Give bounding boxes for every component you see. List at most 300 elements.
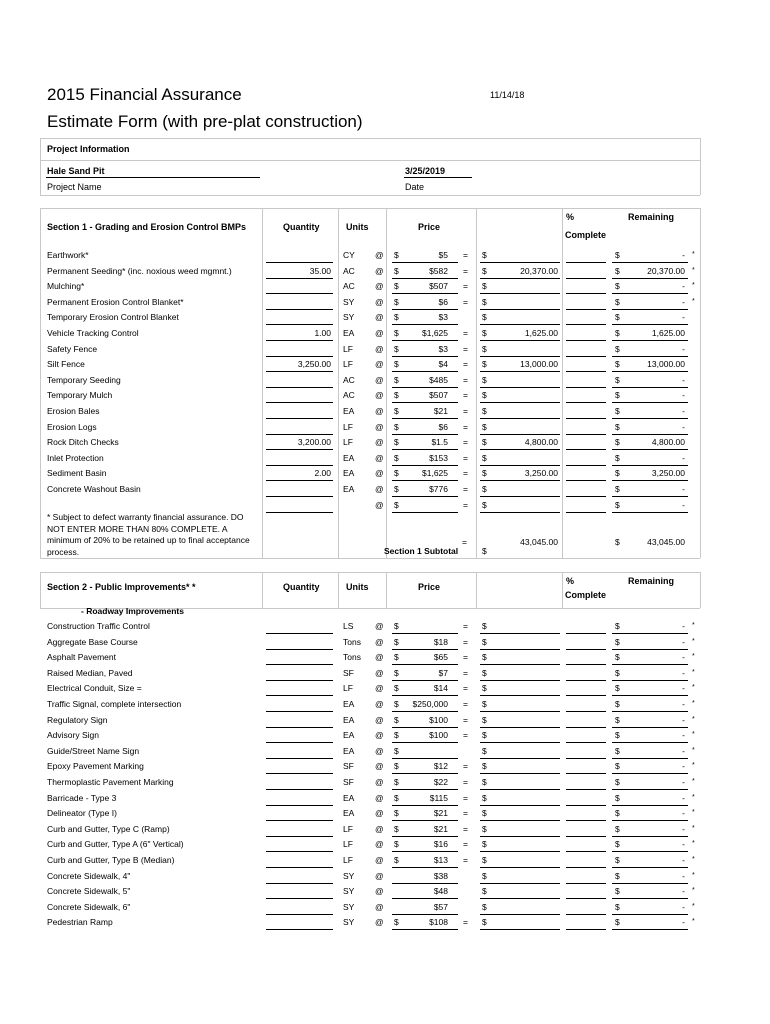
- at-symbol: @: [375, 917, 384, 928]
- input-underline: [612, 324, 688, 325]
- input-underline: [612, 914, 688, 915]
- input-underline: [566, 649, 606, 650]
- input-underline: [266, 465, 333, 466]
- asterisk: *: [692, 793, 695, 801]
- remaining-dollar: $: [615, 667, 620, 678]
- line-total: 3,250.00: [524, 468, 558, 479]
- total-dollar: $: [482, 901, 487, 912]
- at-symbol: @: [375, 870, 384, 881]
- input-underline: [480, 805, 560, 806]
- input-underline: [266, 402, 333, 403]
- input-underline: [266, 914, 333, 915]
- input-underline: [612, 851, 688, 852]
- remaining-dollar: $: [615, 823, 620, 834]
- project-info-label: Project Information: [47, 144, 130, 154]
- input-underline: [266, 324, 333, 325]
- remaining-dollar: $: [615, 296, 620, 307]
- section1-footnote: * Subject to defect warranty financial assurance. DO NOT ENTER MORE THAN 80% COMPLETE. A minimum of 20% to be retained up to final acceptance process.: [47, 512, 250, 557]
- unit-value: AC: [343, 390, 355, 401]
- section2-complete-header: Complete: [565, 590, 607, 600]
- input-underline: [266, 340, 333, 341]
- input-underline: [566, 727, 606, 728]
- total-dollar: $: [482, 745, 487, 756]
- unit-value: LF: [343, 823, 353, 834]
- unit-value: EA: [343, 468, 355, 479]
- input-underline: [566, 929, 606, 930]
- price-dollar: $: [394, 730, 399, 741]
- item-name: Advisory Sign: [47, 730, 99, 741]
- remaining-value: -: [682, 901, 685, 912]
- line-total: 4,800.00: [524, 437, 558, 448]
- unit-value: AC: [343, 281, 355, 292]
- remaining-value: 13,000.00: [647, 359, 685, 370]
- item-name: Earthwork*: [47, 250, 89, 260]
- line-total: 13,000.00: [520, 359, 558, 370]
- remaining-value: -: [682, 792, 685, 803]
- input-underline: [392, 898, 458, 899]
- item-name: Permanent Seeding* (inc. noxious weed mgmnt.): [47, 265, 232, 276]
- input-underline: [566, 789, 606, 790]
- remaining-dollar: $: [615, 730, 620, 741]
- input-underline: [566, 434, 606, 435]
- input-underline: [612, 898, 688, 899]
- total-dollar: $: [482, 452, 487, 463]
- unit-price: $3: [438, 343, 448, 354]
- equals-symbol: =: [463, 761, 468, 772]
- at-symbol: @: [375, 699, 384, 709]
- remaining-dollar: $: [615, 886, 620, 897]
- equals-symbol: =: [463, 265, 468, 276]
- input-underline: [612, 293, 688, 294]
- input-underline: [392, 418, 458, 419]
- price-dollar: $: [394, 683, 399, 694]
- input-underline: [392, 695, 458, 696]
- equals-symbol: =: [463, 359, 468, 370]
- section2-units-header: Units: [346, 582, 369, 592]
- price-dollar: $: [394, 281, 399, 292]
- input-underline: [480, 727, 560, 728]
- input-underline: [612, 418, 688, 419]
- input-underline: [480, 789, 560, 790]
- input-underline: [392, 293, 458, 294]
- item-name: Permanent Erosion Control Blanket*: [47, 296, 184, 307]
- equals-symbol: =: [463, 468, 468, 479]
- unit-price: $485: [429, 374, 448, 385]
- price-dollar: $: [394, 437, 399, 448]
- remaining-value: -: [682, 699, 685, 709]
- input-underline: [566, 293, 606, 294]
- equals-symbol: =: [463, 621, 468, 631]
- input-underline: [392, 649, 458, 650]
- remaining-value: 4,800.00: [651, 437, 685, 448]
- price-dollar: $: [394, 499, 399, 510]
- remaining-value: -: [682, 745, 685, 756]
- total-dollar: $: [482, 265, 487, 276]
- section1-row: [0, 452, 770, 468]
- item-name: Concrete Sidewalk, 6": [47, 901, 131, 912]
- total-dollar: $: [482, 328, 487, 338]
- project-name-value[interactable]: Hale Sand Pit: [47, 166, 105, 176]
- subtotal-rem-dollar: $: [615, 537, 620, 547]
- unit-price: $6: [438, 421, 448, 432]
- section1-row: [0, 421, 770, 437]
- input-underline: [266, 387, 333, 388]
- input-underline: [392, 633, 458, 634]
- remaining-dollar: $: [615, 390, 620, 401]
- unit-price: $5: [438, 250, 448, 260]
- total-dollar: $: [482, 421, 487, 432]
- input-underline: [612, 633, 688, 634]
- input-underline: [612, 449, 688, 450]
- unit-price: $21: [433, 823, 448, 834]
- asterisk: *: [692, 840, 695, 848]
- total-dollar: $: [482, 636, 487, 647]
- item-name: Curb and Gutter, Type C (Ramp): [47, 823, 170, 834]
- remaining-dollar: $: [615, 468, 620, 479]
- section1-row: [0, 467, 770, 483]
- input-underline: [480, 387, 560, 388]
- input-underline: [266, 773, 333, 774]
- item-name: Inlet Protection: [47, 452, 104, 463]
- input-underline: [612, 402, 688, 403]
- at-symbol: @: [375, 296, 384, 307]
- equals-symbol: =: [463, 683, 468, 694]
- asterisk: *: [692, 824, 695, 832]
- remaining-dollar: $: [615, 437, 620, 448]
- total-dollar: $: [482, 699, 487, 709]
- unit-price: $1,625: [422, 468, 448, 479]
- remaining-value: -: [682, 250, 685, 260]
- at-symbol: @: [375, 452, 384, 463]
- quantity-value[interactable]: 35.00: [309, 265, 331, 276]
- remaining-value: -: [682, 839, 685, 850]
- unit-value: AC: [343, 374, 355, 385]
- section1-quantity-header: Quantity: [283, 222, 320, 232]
- item-name: Concrete Sidewalk, 4": [47, 870, 131, 881]
- unit-value: SY: [343, 296, 355, 307]
- unit-price: $65: [433, 652, 448, 663]
- remaining-dollar: $: [615, 839, 620, 850]
- unit-price: $21: [433, 406, 448, 416]
- remaining-dollar: $: [615, 374, 620, 385]
- remaining-dollar: $: [615, 636, 620, 647]
- input-underline: [392, 664, 458, 665]
- asterisk: *: [692, 715, 695, 723]
- at-symbol: @: [375, 683, 384, 694]
- remaining-dollar: $: [615, 745, 620, 756]
- input-underline: [566, 851, 606, 852]
- input-underline: [266, 418, 333, 419]
- item-name: Raised Median, Paved: [47, 667, 133, 678]
- price-dollar: $: [394, 777, 399, 787]
- equals-symbol: =: [463, 406, 468, 416]
- input-underline: [392, 465, 458, 466]
- price-dollar: $: [394, 808, 399, 819]
- input-underline: [480, 309, 560, 310]
- input-underline: [392, 820, 458, 821]
- remaining-dollar: $: [615, 359, 620, 370]
- unit-price: $18: [433, 636, 448, 647]
- remaining-dollar: $: [615, 777, 620, 787]
- date-top: 11/14/18: [490, 90, 525, 100]
- input-underline: [566, 883, 606, 884]
- input-underline: [266, 664, 333, 665]
- remaining-value: -: [682, 343, 685, 354]
- total-dollar: $: [482, 839, 487, 850]
- input-underline: [612, 929, 688, 930]
- total-dollar: $: [482, 855, 487, 865]
- remaining-value: -: [682, 870, 685, 881]
- item-name: Guide/Street Name Sign: [47, 745, 140, 756]
- input-underline: [566, 324, 606, 325]
- price-dollar: $: [394, 250, 399, 260]
- remaining-value: -: [682, 761, 685, 772]
- input-underline: [392, 434, 458, 435]
- input-underline: [266, 898, 333, 899]
- asterisk: *: [692, 856, 695, 863]
- project-date-value[interactable]: 3/25/2019: [405, 166, 446, 176]
- price-dollar: $: [394, 452, 399, 463]
- price-dollar: $: [394, 621, 399, 631]
- price-dollar: $: [394, 652, 399, 663]
- asterisk: *: [692, 266, 695, 274]
- at-symbol: @: [375, 281, 384, 292]
- equals-symbol: =: [463, 296, 468, 307]
- remaining-dollar: $: [615, 621, 620, 631]
- input-underline: [566, 340, 606, 341]
- input-underline: [480, 898, 560, 899]
- section2-row: [0, 916, 770, 932]
- input-underline: [612, 356, 688, 357]
- unit-value: SY: [343, 886, 355, 897]
- section1-row: [0, 436, 770, 452]
- at-symbol: @: [375, 265, 384, 276]
- remaining-dollar: $: [615, 652, 620, 663]
- unit-price: $16: [433, 839, 448, 850]
- asterisk: *: [692, 887, 695, 895]
- price-dollar: $: [394, 359, 399, 370]
- input-underline: [392, 680, 458, 681]
- section1-row: [0, 358, 770, 374]
- section1-title: Section 1 - Grading and Erosion Control BMPs: [47, 222, 247, 232]
- total-dollar: $: [482, 621, 487, 631]
- unit-value: EA: [343, 452, 355, 463]
- section2-title: Section 2 - Public Improvements* *: [47, 582, 196, 592]
- remaining-value: -: [682, 667, 685, 678]
- total-dollar: $: [482, 792, 487, 803]
- quantity-value[interactable]: 2.00: [314, 468, 331, 479]
- input-underline: [612, 496, 688, 497]
- input-underline: [566, 387, 606, 388]
- input-underline: [612, 387, 688, 388]
- item-name: Traffic Signal, complete intersection: [47, 699, 182, 709]
- at-symbol: @: [375, 714, 384, 725]
- unit-price: $12: [433, 761, 448, 772]
- unit-price: $48: [433, 886, 448, 897]
- unit-price: $507: [429, 281, 448, 292]
- at-symbol: @: [375, 499, 384, 510]
- total-dollar: $: [482, 823, 487, 834]
- equals-symbol: =: [463, 777, 468, 787]
- quantity-value[interactable]: 3,250.00: [297, 359, 331, 370]
- remaining-value: -: [682, 714, 685, 725]
- input-underline: [266, 820, 333, 821]
- input-underline: [392, 309, 458, 310]
- project-name-label: Project Name: [47, 182, 102, 192]
- input-underline: [612, 758, 688, 759]
- asterisk: *: [692, 871, 695, 879]
- section2-row: [0, 620, 770, 636]
- input-underline: [566, 742, 606, 743]
- price-dollar: $: [394, 761, 399, 772]
- input-underline: [266, 496, 333, 497]
- section1-price-header: Price: [418, 222, 441, 232]
- input-underline: [480, 356, 560, 357]
- remaining-dollar: $: [615, 808, 620, 819]
- input-underline: [480, 836, 560, 837]
- total-dollar: $: [482, 343, 487, 354]
- input-underline: [480, 929, 560, 930]
- remaining-value: -: [682, 652, 685, 663]
- quantity-value[interactable]: 1.00: [314, 328, 331, 338]
- asterisk: *: [692, 918, 695, 926]
- unit-price: $14: [433, 683, 448, 694]
- at-symbol: @: [375, 777, 384, 787]
- input-underline: [566, 465, 606, 466]
- input-underline: [480, 633, 560, 634]
- input-underline: [392, 496, 458, 497]
- price-dollar: $: [394, 714, 399, 725]
- section2-row: [0, 885, 770, 901]
- input-underline: [480, 496, 560, 497]
- at-symbol: @: [375, 250, 384, 260]
- remaining-value: -: [682, 730, 685, 741]
- input-underline: [480, 340, 560, 341]
- section2-row: [0, 838, 770, 854]
- input-underline: [392, 914, 458, 915]
- unit-price: $57: [433, 901, 448, 912]
- remaining-value: -: [682, 390, 685, 401]
- section1-row: [0, 483, 770, 499]
- unit-value: AC: [343, 265, 355, 276]
- total-dollar: $: [482, 761, 487, 772]
- section1-row: [0, 249, 770, 265]
- input-underline: [612, 262, 688, 263]
- remaining-value: 3,250.00: [651, 468, 685, 479]
- section1-row: [0, 374, 770, 390]
- input-underline: [392, 773, 458, 774]
- section2-row: [0, 807, 770, 823]
- unit-price: $153: [429, 452, 448, 463]
- input-underline: [480, 758, 560, 759]
- remaining-dollar: $: [615, 250, 620, 260]
- remaining-dollar: $: [615, 484, 620, 494]
- total-dollar: $: [482, 499, 487, 510]
- input-underline: [266, 851, 333, 852]
- input-underline: [566, 402, 606, 403]
- equals-symbol: =: [463, 484, 468, 494]
- remaining-dollar: $: [615, 714, 620, 725]
- input-underline: [612, 465, 688, 466]
- item-name: Concrete Sidewalk, 5": [47, 886, 131, 897]
- equals-symbol: =: [463, 855, 468, 865]
- section2-row: [0, 776, 770, 792]
- input-underline: [612, 309, 688, 310]
- at-symbol: @: [375, 359, 384, 370]
- input-underline: [480, 371, 560, 372]
- item-name: Temporary Seeding: [47, 374, 121, 385]
- unit-value: EA: [343, 792, 355, 803]
- item-name: Erosion Logs: [47, 421, 97, 432]
- remaining-dollar: $: [615, 870, 620, 881]
- input-underline: [392, 371, 458, 372]
- quantity-value[interactable]: 3,200.00: [297, 437, 331, 448]
- item-name: Curb and Gutter, Type A (6" Vertical): [47, 839, 184, 850]
- section1-subtotal-remaining: 43,045.00: [647, 537, 685, 547]
- unit-price: $250,000: [412, 699, 448, 709]
- unit-price: $776: [429, 484, 448, 494]
- input-underline: [266, 449, 333, 450]
- equals-symbol: =: [463, 328, 468, 338]
- section2-row: [0, 714, 770, 730]
- input-underline: [392, 262, 458, 263]
- section1-row: [0, 327, 770, 343]
- price-dollar: $: [394, 699, 399, 709]
- unit-price: $13: [433, 855, 448, 865]
- section1-row: [0, 265, 770, 281]
- input-underline: [392, 480, 458, 481]
- section1-units-header: Units: [346, 222, 369, 232]
- remaining-value: 20,370.00: [647, 265, 685, 276]
- remaining-dollar: $: [615, 312, 620, 323]
- input-underline: [480, 742, 560, 743]
- unit-value: EA: [343, 484, 355, 494]
- equals-symbol: =: [463, 917, 468, 928]
- input-underline: [392, 929, 458, 930]
- input-underline: [392, 340, 458, 341]
- input-underline: [266, 836, 333, 837]
- total-dollar: $: [482, 730, 487, 741]
- asterisk: *: [692, 746, 695, 754]
- input-underline: [612, 278, 688, 279]
- unit-price: $507: [429, 390, 448, 401]
- item-name: Curb and Gutter, Type B (Median): [47, 855, 175, 865]
- total-dollar: $: [482, 390, 487, 401]
- total-dollar: $: [482, 250, 487, 260]
- section1-subtotal-label: Section 1 Subtotal: [384, 546, 459, 556]
- unit-value: EA: [343, 730, 355, 741]
- remaining-value: -: [682, 296, 685, 307]
- input-underline: [612, 680, 688, 681]
- unit-value: Tons: [343, 652, 361, 663]
- equals-symbol: =: [463, 374, 468, 385]
- at-symbol: @: [375, 730, 384, 741]
- asterisk: *: [692, 902, 695, 910]
- input-underline: [612, 649, 688, 650]
- input-underline: [480, 914, 560, 915]
- input-underline: [566, 262, 606, 263]
- input-underline: [266, 805, 333, 806]
- item-name: Barricade - Type 3: [47, 792, 117, 803]
- unit-value: LF: [343, 855, 353, 865]
- remaining-dollar: $: [615, 792, 620, 803]
- remaining-value: -: [682, 621, 685, 631]
- item-name: Concrete Washout Basin: [47, 484, 141, 494]
- unit-price: $1,625: [422, 328, 448, 338]
- asterisk: *: [692, 700, 695, 707]
- equals-symbol: =: [463, 636, 468, 647]
- section2-row: [0, 682, 770, 698]
